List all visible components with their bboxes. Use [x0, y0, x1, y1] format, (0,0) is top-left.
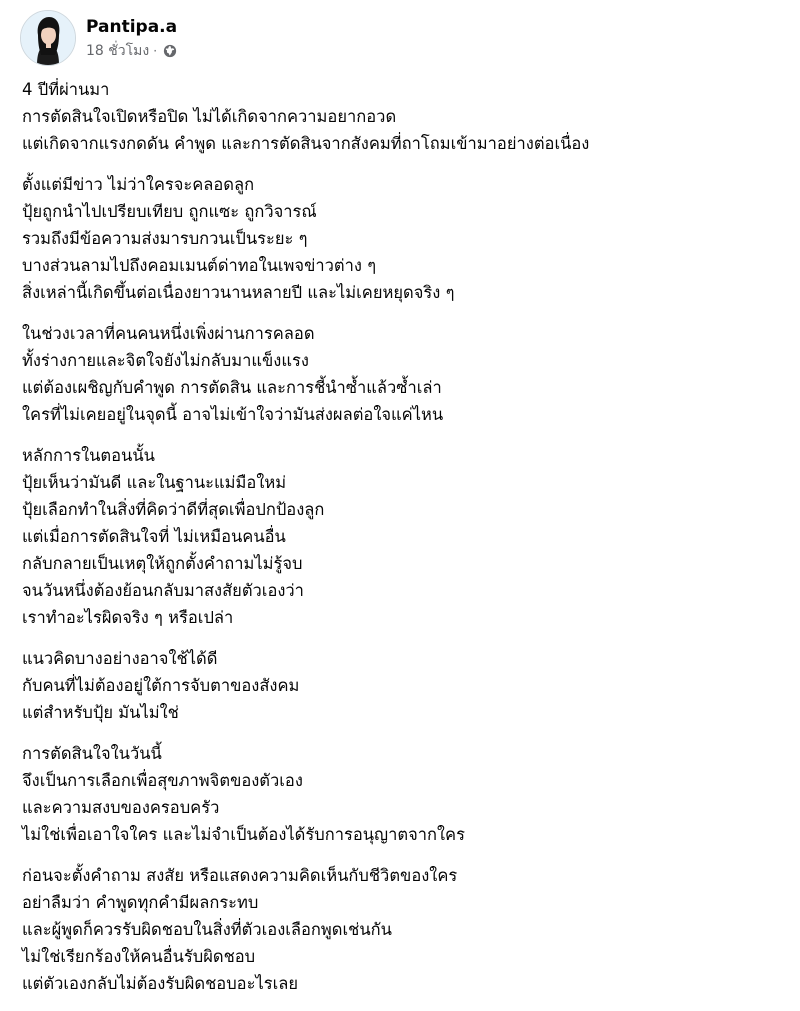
- post-header: [20, 10, 177, 66]
- post-text-line: ตั้งแต่มีข่าว ไม่ว่าใครจะคลอดลูก: [22, 175, 255, 194]
- post-text-line: และผู้พูดก็ควรรับผิดชอบในสิ่งที่ตัวเองเลือกพูดเช่นกัน: [22, 920, 392, 939]
- post-meta: [86, 42, 177, 60]
- post-text-line: ปุ้ยเลือกทำในสิ่งที่คิดว่าดีที่สุดเพื่อปกป้องลูก: [22, 500, 325, 519]
- post-paragraph: [22, 740, 792, 848]
- post-text-line: หลักการในตอนนั้น: [22, 446, 155, 465]
- post-body: [22, 76, 792, 1011]
- post-text-line: สิ่งเหล่านี้เกิดขึ้นต่อเนื่องยาวนานหลายปี และไม่เคยหยุดจริง ๆ: [22, 283, 455, 302]
- post-text-line: แต่ต้องเผชิญกับคำพูด การตัดสิน และการชี้นำซ้ำแล้วซ้ำเล่า: [22, 378, 442, 397]
- post-text-line: อย่าลืมว่า คำพูดทุกคำมีผลกระทบ: [22, 893, 259, 912]
- post-text-line: ในช่วงเวลาที่คนคนหนึ่งเพิ่งผ่านการคลอด: [22, 324, 315, 343]
- post-text-line: รวมถึงมีข้อความส่งมารบกวนเป็นระยะ ๆ: [22, 229, 308, 248]
- post-text-line: ก่อนจะตั้งคำถาม สงสัย หรือแสดงความคิดเห็นกับชีวิตของใคร: [22, 866, 458, 885]
- post-text-line: ไม่ใช่เพื่อเอาใจใคร และไม่จำเป็นต้องได้รับการอนุญาตจากใคร: [22, 825, 465, 844]
- post-text-line: กลับกลายเป็นเหตุให้ถูกตั้งคำถามไม่รู้จบ: [22, 554, 303, 573]
- post-text-line: และความสงบของครอบครัว: [22, 798, 220, 817]
- post-text-line: บางส่วนลามไปถึงคอมเมนต์ด่าทอในเพจข่าวต่าง ๆ: [22, 256, 377, 275]
- post-paragraph: [22, 862, 792, 997]
- post-paragraph: [22, 76, 792, 157]
- post-text-line: ไม่ใช่เรียกร้องให้คนอื่นรับผิดชอบ: [22, 947, 256, 966]
- globe-icon[interactable]: [163, 44, 177, 58]
- post-text-line: เราทำอะไรผิดจริง ๆ หรือเปล่า: [22, 608, 234, 627]
- post-timestamp[interactable]: 18 ชั่วโมง: [86, 43, 150, 59]
- post-text-line: แต่เมื่อการตัดสินใจที่ ไม่เหมือนคนอื่น: [22, 527, 286, 546]
- post-text-line: แต่เกิดจากแรงกดดัน คำพูด และการตัดสินจากสังคมที่ถาโถมเข้ามาอย่างต่อเนื่อง: [22, 134, 590, 153]
- meta-separator: ·: [153, 44, 158, 58]
- author-name[interactable]: Pantipa.a: [86, 17, 178, 37]
- post-text-line: แต่ตัวเองกลับไม่ต้องรับผิดชอบอะไรเลย: [22, 974, 299, 993]
- post-text-line: จนวันหนึ่งต้องย้อนกลับมาสงสัยตัวเองว่า: [22, 581, 304, 600]
- post-text-line: 4 ปีที่ผ่านมา: [22, 80, 110, 99]
- post-text-line: การตัดสินใจเปิดหรือปิด ไม่ได้เกิดจากความอยากอวด: [22, 107, 397, 126]
- post-text-line: ปุ้ยเห็นว่ามันดี และในฐานะแม่มือใหม่: [22, 473, 287, 492]
- post-paragraph: [22, 442, 792, 631]
- post-text-line: ทั้งร่างกายและจิตใจยังไม่กลับมาแข็งแรง: [22, 351, 309, 370]
- post-text-line: ปุ้ยถูกนำไปเปรียบเทียบ ถูกแซะ ถูกวิจารณ์: [22, 202, 317, 221]
- avatar[interactable]: [20, 10, 76, 66]
- post-text-line: จึงเป็นการเลือกเพื่อสุขภาพจิตของตัวเอง: [22, 771, 303, 790]
- post-text-line: แนวคิดบางอย่างอาจใช้ได้ดี: [22, 649, 218, 668]
- post-paragraph: [22, 320, 792, 428]
- post-text-line: การตัดสินใจในวันนี้: [22, 744, 162, 763]
- avatar-portrait-icon: [21, 11, 75, 65]
- post-text-line: แต่สำหรับปุ้ย มันไม่ใช่: [22, 703, 179, 722]
- post-text-line: ใครที่ไม่เคยอยู่ในจุดนี้ อาจไม่เข้าใจว่ามันส่งผลต่อใจแค่ไหน: [22, 405, 444, 424]
- post-paragraph: [22, 171, 792, 306]
- post-text-line: กับคนที่ไม่ต้องอยู่ใต้การจับตาของสังคม: [22, 676, 300, 695]
- post-paragraph: [22, 645, 792, 726]
